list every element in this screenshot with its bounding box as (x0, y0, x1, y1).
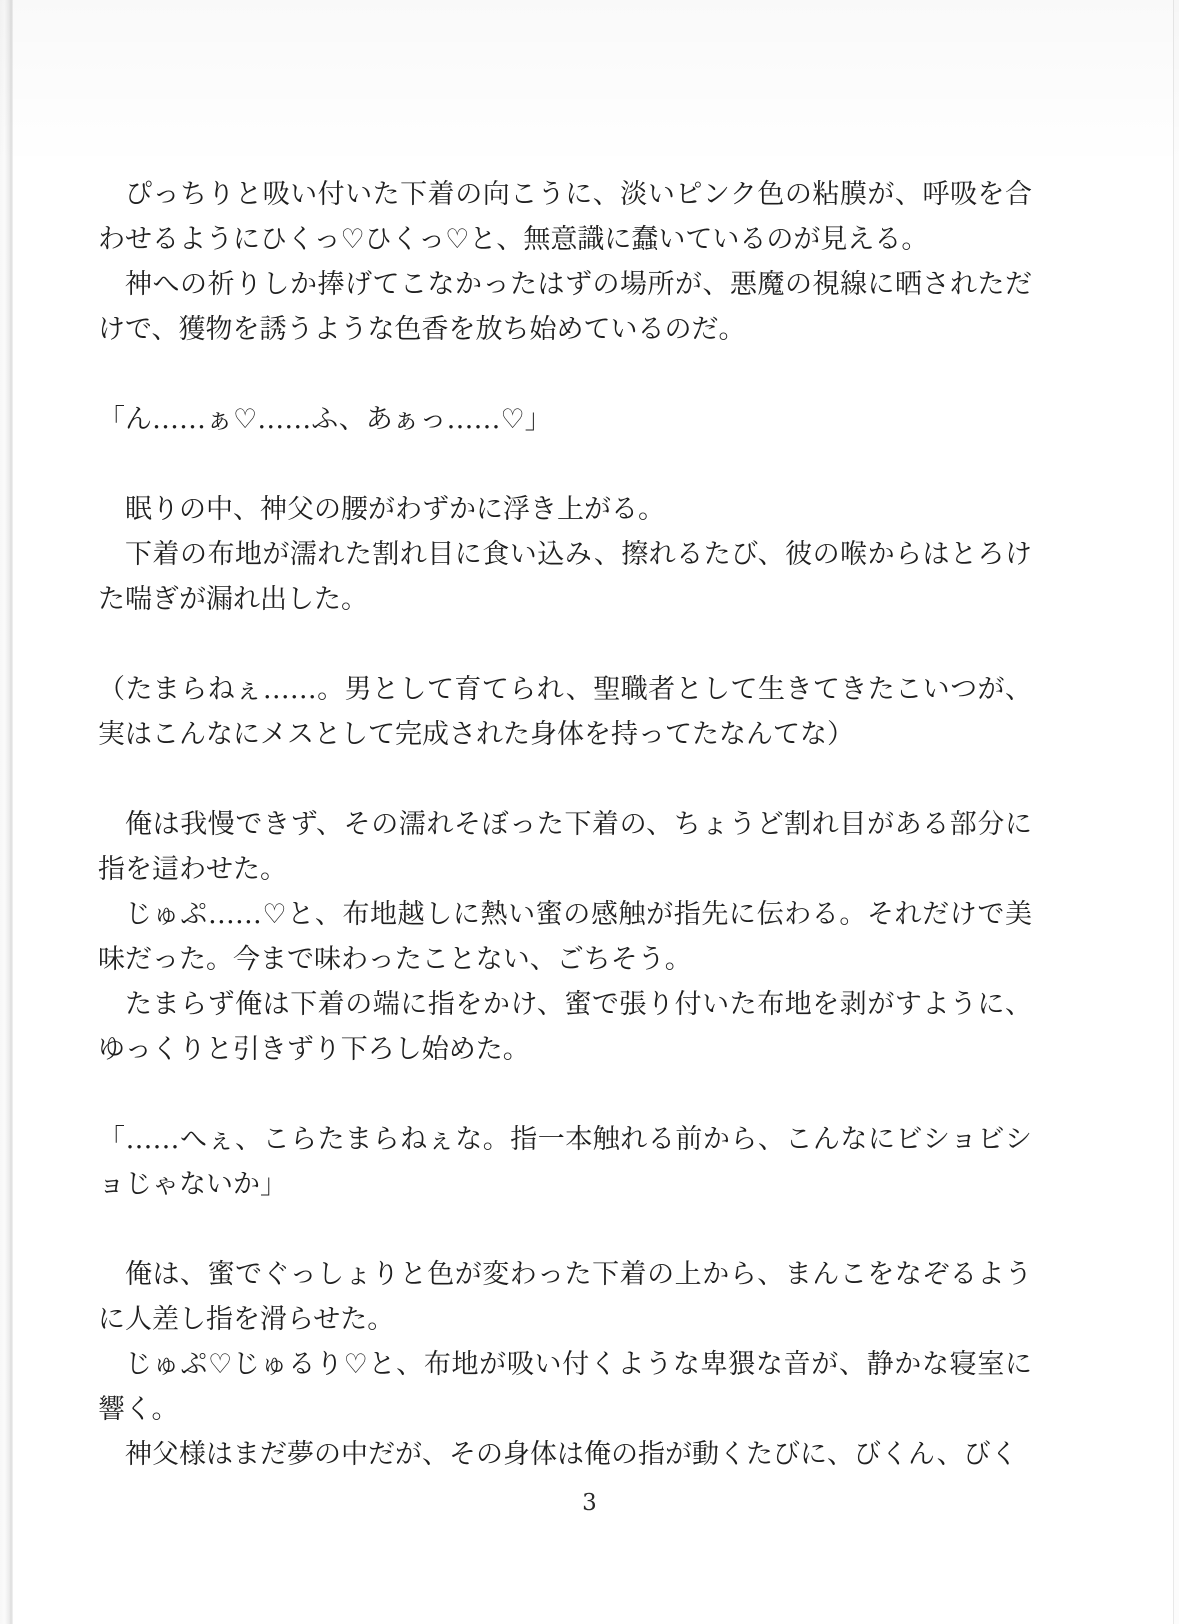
paragraph-8: 俺は、蜜でぐっしょりと色が変わった下着の上から、まんこをなぞるように人差し指を滑らせた。 (98, 1259, 1032, 1335)
dialogue-line-1: 「ん……ぁ♡……ふ、あぁっ……♡」 (98, 404, 552, 435)
page-top-sheen (0, 0, 1179, 170)
blank-line (98, 757, 1032, 802)
paragraph-5: 俺は我慢できず、その濡れそぼった下着の、ちょうど割れ目がある部分に指を這わせた。 (98, 809, 1032, 885)
paragraph-9: じゅぷ♡じゅるり♡と、布地が吸い付くような卑猥な音が、静かな寝室に響く。 (98, 1349, 1032, 1425)
page-left-edge-shading (0, 0, 13, 1624)
paragraph-3: 眠りの中、神父の腰がわずかに浮き上がる。 (125, 494, 665, 525)
paragraph-1: ぴっちりと吸い付いた下着の向こうに、淡いピンク色の粘膜が、呼吸を合わせるようにひくっ♡ひくっ♡と、無意識に蠢いているのが見える。 (98, 179, 1032, 255)
paragraph-4: 下着の布地が濡れた割れ目に食い込み、擦れるたび、彼の喉からはとろけた喘ぎが漏れ出した。 (98, 539, 1032, 615)
blank-line (98, 442, 1032, 487)
page-number: 3 (582, 1490, 597, 1516)
blank-line (98, 1207, 1032, 1252)
blank-line (98, 1072, 1032, 1117)
blank-line (98, 622, 1032, 667)
page-right-edge-line (1173, 0, 1179, 1624)
paragraph-10: 神父様はまだ夢の中だが、その身体は俺の指が動くたびに、びくん、びく (125, 1439, 1018, 1470)
inner-monologue: （たまらねぇ……。男として育てられ、聖職者として生きてきたこいつが、実はこんなにメスとして完成された身体を持ってたなんてな） (98, 674, 1032, 750)
paragraph-6: じゅぷ……♡と、布地越しに熱い蜜の感触が指先に伝わる。それだけで美味だった。今まで味わったことない、ごちそう。 (98, 899, 1032, 975)
paragraph-2: 神への祈りしか捧げてこなかったはずの場所が、悪魔の視線に晒されただけで、獲物を誘うような色香を放ち始めているのだ。 (98, 269, 1032, 345)
body-text (98, 172, 1032, 1477)
dialogue-line-2: 「……へぇ、こらたまらねぇな。指一本触れる前から、こんなにビショビショじゃないか」 (98, 1124, 1032, 1200)
paragraph-7: たまらず俺は下着の端に指をかけ、蜜で張り付いた布地を剥がすように、ゆっくりと引きずり下ろし始めた。 (98, 989, 1032, 1065)
blank-line (98, 352, 1032, 397)
